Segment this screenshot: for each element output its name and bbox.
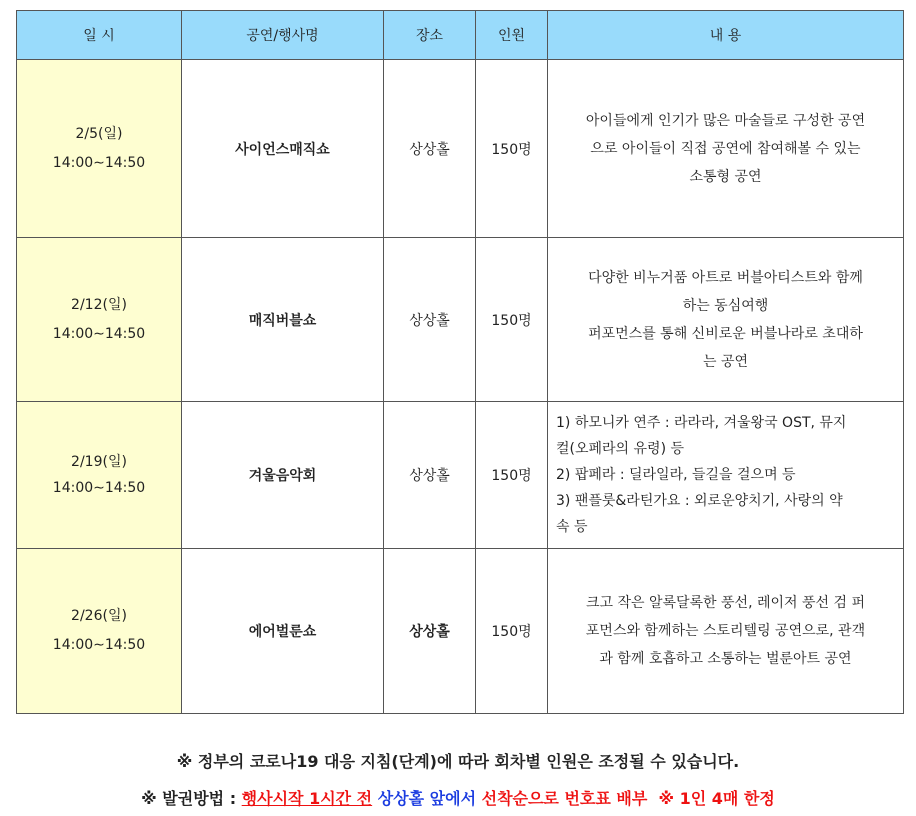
event-name: 에어벌룬쇼 <box>182 549 384 714</box>
header-event-name: 공연/행사명 <box>182 11 384 60</box>
header-row <box>17 11 904 60</box>
date-cell <box>17 238 182 402</box>
ticketing-notice <box>0 786 916 809</box>
date-cell <box>17 549 182 714</box>
ticketing-place: 상상홀 앞에서 <box>377 789 477 808</box>
description-cell <box>548 402 904 549</box>
venue-cell: 상상홀 <box>384 402 476 549</box>
description-line: 하는 동심여행 <box>682 297 769 314</box>
event-name: 겨울음악회 <box>182 402 384 549</box>
capacity-cell: 150명 <box>476 402 548 549</box>
ticketing-time: 행사시작 1시간 전 <box>241 789 373 808</box>
ticketing-number: 번호표 배부 <box>564 789 648 808</box>
date-text: 2/12(일) <box>71 296 127 313</box>
table-row <box>17 402 904 549</box>
description-line: 과 함께 호흡하고 소통하는 벌룬아트 공연 <box>599 651 852 667</box>
description-cell <box>548 549 904 714</box>
venue-cell: 상상홀 <box>384 238 476 402</box>
ticketing-order: 선착순으로 <box>481 789 559 808</box>
time-text: 14:00∼14:50 <box>52 154 146 171</box>
description-line: 2) 팝페라 : 딜라일라, 들길을 걸으며 등 <box>556 467 796 483</box>
table-row <box>17 238 904 402</box>
header-venue: 장소 <box>384 11 476 60</box>
description-line: 다양한 비누거품 아트로 버블아티스트와 함께 <box>588 269 863 286</box>
description-line: 퍼포먼스를 통해 신비로운 버블나라로 초대하 <box>588 325 863 342</box>
venue-cell: 상상홀 <box>384 549 476 714</box>
description-line: 포먼스와 함께하는 스토리텔링 공연으로, 관객 <box>585 623 866 639</box>
event-name: 매직버블쇼 <box>182 238 384 402</box>
covid-notice: ※ 정부의 코로나19 대응 지침(단계)에 따라 회차별 인원은 조정될 수 있습니다. <box>176 752 740 771</box>
date-text: 2/19(일) <box>71 454 127 470</box>
description-line: 소통형 공연 <box>689 168 762 185</box>
capacity-cell: 150명 <box>476 238 548 402</box>
event-name: 사이언스매직쇼 <box>182 60 384 238</box>
description-line: 컬(오페라의 유령) 등 <box>556 441 685 457</box>
date-cell <box>17 402 182 549</box>
date-text: 2/26(일) <box>71 608 127 624</box>
header-capacity: 인원 <box>476 11 548 60</box>
description-cell <box>548 238 904 402</box>
time-text: 14:00∼14:50 <box>52 325 146 342</box>
table-row <box>17 60 904 238</box>
description-line: 아이들에게 인기가 많은 마술들로 구성한 공연 <box>585 112 866 129</box>
capacity-cell: 150명 <box>476 60 548 238</box>
table-row <box>17 549 904 714</box>
date-cell <box>17 60 182 238</box>
schedule-table <box>16 10 904 714</box>
description-line: 는 공연 <box>702 353 749 370</box>
time-text: 14:00∼14:50 <box>52 637 146 653</box>
venue-cell: 상상홀 <box>384 60 476 238</box>
description-line: 크고 작은 알록달록한 풍선, 레이저 풍선 검 퍼 <box>585 595 866 611</box>
time-text: 14:00∼14:50 <box>52 480 146 496</box>
description-line: 3) 팬플룻&라틴가요 : 외로운양치기, 사랑의 약 <box>556 493 843 509</box>
description-cell <box>548 60 904 238</box>
ticketing-label: ※ 발권방법 : <box>141 789 242 808</box>
description-line: 1) 하모니카 연주 : 라라라, 겨울왕국 OST, 뮤지 <box>556 415 847 431</box>
ticketing-limit: ※ 1인 4매 한정 <box>658 789 775 808</box>
header-description: 내 용 <box>548 11 904 60</box>
capacity-cell: 150명 <box>476 549 548 714</box>
header-datetime: 일 시 <box>17 11 182 60</box>
description-line: 으로 아이들이 직접 공연에 참여해볼 수 있는 <box>590 140 861 157</box>
date-text: 2/5(일) <box>75 125 123 142</box>
description-line: 속 등 <box>556 519 588 535</box>
